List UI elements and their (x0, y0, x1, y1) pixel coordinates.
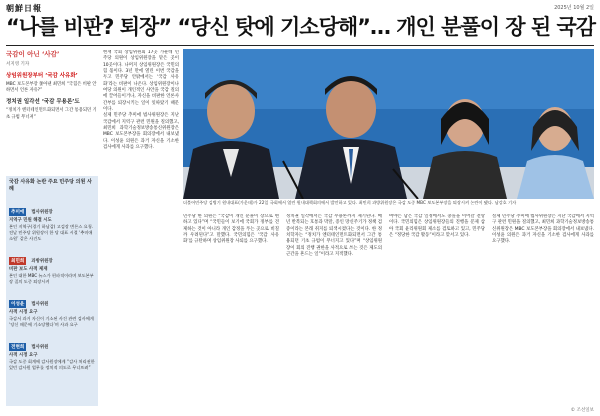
footer-credit: © 조선일보 (570, 408, 594, 413)
article-paragraph: 실제 민주당 추미애 법사위원장은 지난 국감에서 지역구 관련 민원을 질의했고, 최민희 과학기술정보방송통신위원장은 MBC 보도본부장을 회의장에서 내보냈다. 이성윤 의원은 과거 자신을 기소한 검사에게 사과를 요구했다. (103, 113, 179, 151)
headline-rule (6, 45, 594, 46)
article-paragraph: 민주당 한 의원은 “국감이 개인 분풀이 장으로 변하고 있다”며 “국민들이 보기에 국회가 정부를 견제하는 것이 아니라 개인 감정을 푸는 곳으로 비칠까 우려된다”고 말했다. 국민의힘은 ‘국감 사유화’를 규탄하며 상임위원장 사퇴를 요구했다. (183, 214, 279, 245)
case-label: 전현희 (11, 345, 25, 350)
article-paragraph: 실제 민주당 추미애 법사위원장은 지난 국감에서 지역구 관련 민원을 질의했고, 최민희 과학기술정보방송통신위원장은 MBC 보도본부장을 회의장에서 내보냈다. 이성윤 의원은 과거 자신을 기소한 검사에게 사과를 요구했다. (492, 214, 594, 245)
article-paragraph: 현재 국회 상임위원회 17곳 가운데 민주당 의원이 상임위원장을 맡은 곳이 10곳이다. 나머지 상임위원장은 국민의힘 몫이다. 3년 만에 열린 이번 국감을 두고 민주당 안팎에서는 ‘국감 사유화’라는 비판이 나온다. 상임위원장이나 여당 의원이 개인적인 사안을 국감 질의에 끌어들이거나, 자신을 비판한 언론사 간부를 퇴장시키는 일이 잇따랐기 때문이다. (103, 50, 179, 113)
case-label: 이성윤 (11, 302, 25, 307)
sidebar-paragraph: MBC 보도본부장 쫓아낸 최민희 “국힘은 비판 안 하면서 언론 자유?” (6, 82, 97, 94)
newspaper-logo: 朝鮮日報 (6, 3, 42, 13)
case-label: 최민희 (11, 259, 25, 264)
meeting-photo-illustration (183, 49, 594, 199)
article-column-3 (286, 214, 382, 406)
case-text: 본인 지역구(경기 하남갑) 고검장 변론스 요청. 전날 민주당 위원장이 한 당 대표 시절 ‘추미애 소원’ 같은 사건도 (9, 224, 94, 241)
sidebar-byline: 서지영 기자 (6, 62, 30, 67)
case-role: 법사위원 (31, 302, 49, 307)
case-text: 국감 도중 회계에 감사원장에게 “감사 처리권한 있던 감사원 업무를 정치적 의도로 무너뜨려” (9, 359, 95, 370)
photo-credit: 남강호 기자 (494, 200, 517, 205)
case-desc: 비판 보도 사적 제재 (9, 267, 48, 272)
case-item (9, 290, 95, 328)
case-label: 추미애 (11, 210, 25, 215)
sidebar-subhead: 상임위원장부터 ‘국감 사유화’ (6, 73, 78, 79)
article-column-4 (389, 214, 485, 406)
case-desc: 사적 시정 요구 (9, 353, 38, 358)
case-box-title: 국감 사유화 논란 주요 민주당 의원 사례 (9, 179, 92, 192)
sidebar (6, 50, 98, 406)
article-paragraph: 정치권 일각에서는 국감 무용론까지 제기된다. 매년 반복되는 호통과 막말, 증인 망신주기가 정책 검증이라는 본래 취지를 퇴색시켰다는 것이다. 한 정치학자는 “정치가 엔터테인먼트화되면서 그간 통용되던 기초 규범이 무너지고 있다”며 “상임위원장이 회의 진행 권한을 사적으로 쓰는 것은 제도의 근간을 흔드는 일”이라고 지적했다. (286, 214, 382, 258)
case-box (6, 176, 98, 406)
case-role: 과방위원장 (31, 259, 53, 264)
case-desc: 지역구 민원 해결 시도 (9, 218, 52, 223)
sidebar-subhead: 정치권 일각선 ‘국감 무용론’도 (6, 99, 80, 106)
issue-date: 2025년 10월 2일 (554, 5, 594, 11)
news-photo (183, 49, 594, 199)
case-text: 국감서 과거 자신이 기소된 사건 관련 검사에게 ‘당신 때문에 기소당했다’며 사과 요구 (9, 316, 94, 327)
sidebar-title: 국감이 아닌 ‘사감’ (6, 50, 60, 58)
masthead (6, 3, 594, 13)
caption-text: 더불어민주당 김병기 원내대표(가운데)가 22일 국회에서 열린 원내대책회의에서 발언하고 있다. 최민희 과방위원장은 국감 도중 MBC 보도본부장을 퇴장시켜 논란이 됐다. (183, 200, 494, 205)
case-item (9, 247, 95, 285)
article-column-2 (183, 214, 279, 406)
article-paragraph: 여야는 남은 국감 일정에서도 충돌을 이어갈 전망이다. 국민의힘은 상임위원장들의 진행을 문제 삼아 국회 윤리위원회 제소를 검토하고 있고, 민주당은 “정당한 국감 활동”이라고 맞서고 있다. (389, 214, 485, 239)
article-column-1 (103, 50, 179, 406)
case-desc: 사적 시정 요구 (9, 310, 38, 315)
case-role: 법사위원 (31, 345, 49, 350)
article-column-5 (492, 214, 594, 404)
sidebar-paragraph: “정치가 엔터테인먼트화되면서 그간 통용되던 기초 규범 무너져” (6, 108, 97, 120)
case-role: 법사위원장 (31, 210, 53, 215)
case-item (9, 333, 95, 371)
photo-caption (183, 200, 594, 206)
headline: “나를 비판? 퇴장” “당신 탓에 기소당해”… 개인 분풀이 장 된 국감 (6, 15, 596, 39)
case-item (9, 198, 95, 242)
case-text: 본인 대한 MBC 뉴스가 편파적이라며 보도본부장 질의 도중 퇴장시켜 (9, 273, 94, 284)
